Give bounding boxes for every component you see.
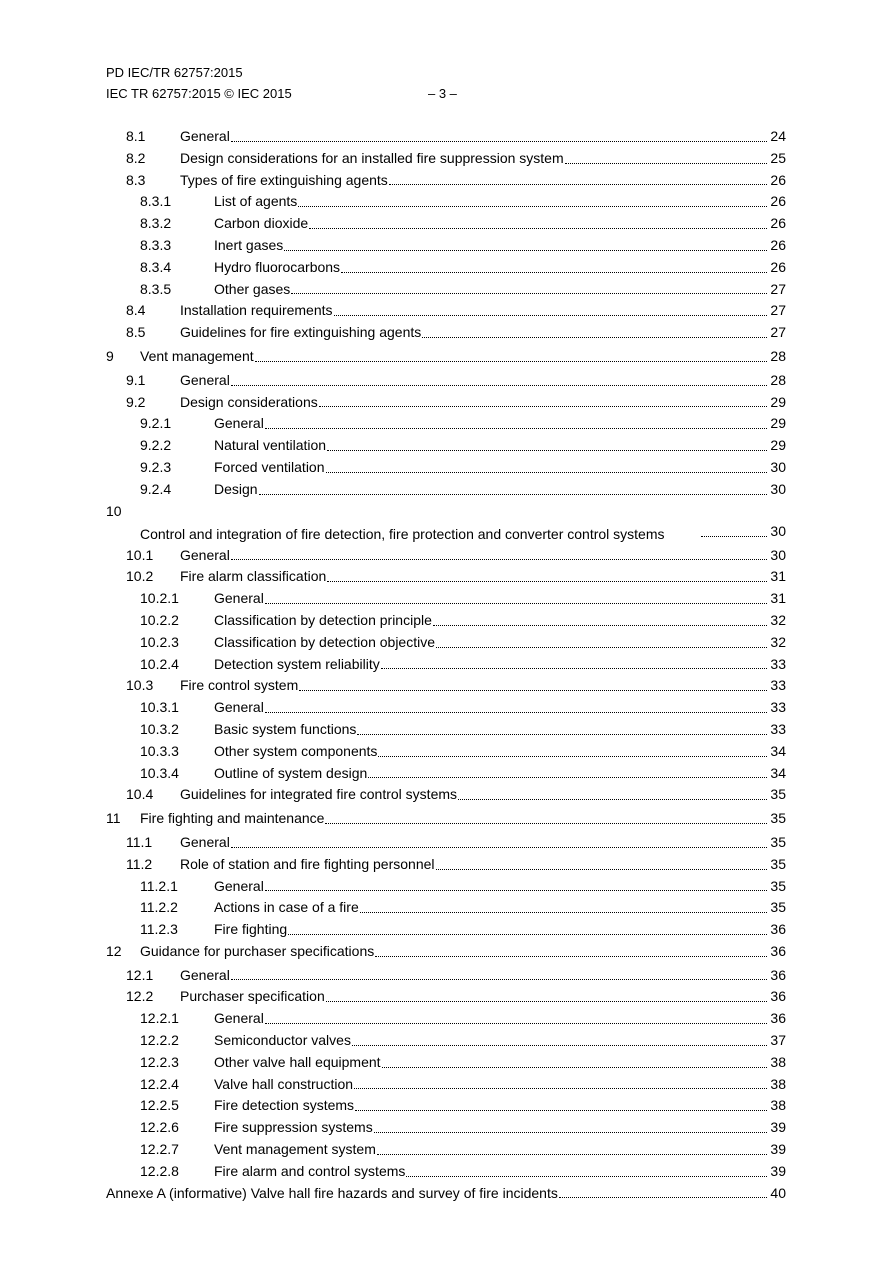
toc-entry[interactable] <box>106 457 786 479</box>
toc-dot-leader <box>288 934 767 935</box>
toc-entry[interactable] <box>106 675 786 697</box>
toc-dot-leader <box>319 406 767 407</box>
toc-dot-leader <box>265 1023 767 1024</box>
toc-entry-page: 36 <box>770 942 786 959</box>
toc-entry-title: General <box>214 588 265 610</box>
toc-entry[interactable] <box>106 854 786 876</box>
toc-entry-number: 9.2.4 <box>140 480 172 497</box>
toc-dot-leader <box>298 206 767 207</box>
toc-entry-number: 10 <box>106 502 122 519</box>
toc-entry-title: General <box>180 370 231 392</box>
toc-dot-leader <box>436 647 767 648</box>
toc-entry-title: Outline of system design <box>214 763 368 785</box>
toc-entry-number: 12.2.7 <box>140 1141 179 1158</box>
toc-dot-leader <box>368 777 767 778</box>
toc-dot-leader <box>326 472 767 473</box>
toc-entry-title: Control and integration of fire detection, fire protection and converter control systems <box>140 523 701 543</box>
toc-entry-number: 9 <box>106 347 114 364</box>
toc-entry[interactable] <box>106 322 786 344</box>
toc-entry-title: Inert gases <box>214 235 284 257</box>
toc-entry-title: General <box>214 876 265 898</box>
toc-entry-title: Natural ventilation <box>214 435 327 457</box>
toc-entry-number: 8.3.1 <box>140 193 172 210</box>
toc-entry-page: 24 <box>770 128 786 144</box>
toc-entry[interactable] <box>106 697 786 719</box>
toc-entry-page: 38 <box>770 1097 786 1114</box>
toc-entry[interactable] <box>106 808 786 830</box>
toc-dot-leader <box>259 494 767 495</box>
toc-dot-leader <box>357 734 767 735</box>
toc-dot-leader <box>265 890 767 891</box>
toc-dot-leader <box>406 1176 767 1177</box>
toc-entry-page: 35 <box>770 899 786 916</box>
toc-dot-leader <box>265 603 767 604</box>
header-line-2 <box>106 83 457 104</box>
toc-entry-page: 30 <box>770 522 786 539</box>
toc-entry-title: Hydro fluorocarbons <box>214 257 341 279</box>
toc-dot-leader <box>355 1110 767 1111</box>
toc-entry[interactable] <box>106 965 786 987</box>
toc-dot-leader <box>231 847 767 848</box>
toc-entry-number: 11.1 <box>126 833 153 850</box>
copyright-line: IEC TR 62757:2015 © IEC 2015 <box>106 86 292 101</box>
toc-entry-number: 12.1 <box>126 966 154 983</box>
toc-entry-title: Fire detection systems <box>214 1095 355 1117</box>
toc-entry-page: 27 <box>770 324 786 341</box>
toc-entry[interactable] <box>106 1074 786 1096</box>
toc-entry-number: 12 <box>106 942 122 959</box>
toc-entry[interactable] <box>106 148 786 170</box>
toc-entry[interactable] <box>106 832 786 854</box>
toc-entry-page: 35 <box>770 786 786 803</box>
toc-entry-title: Classification by detection objective <box>214 632 436 654</box>
toc-dot-leader <box>265 712 767 713</box>
toc-entry-title: Fire alarm classification <box>180 566 327 588</box>
toc-entry[interactable] <box>106 1139 786 1161</box>
toc-entry[interactable] <box>106 876 786 898</box>
toc-dot-leader <box>389 184 767 185</box>
toc-entry-title: Fire control system <box>180 675 299 697</box>
toc-entry-number: 12.2.6 <box>140 1119 179 1136</box>
toc-entry-title: Vent management system <box>214 1139 377 1161</box>
toc-entry[interactable] <box>106 300 786 322</box>
toc-entry-title: Classification by detection principle <box>214 610 433 632</box>
toc-dot-leader <box>327 450 767 451</box>
toc-entry-title: Valve hall construction <box>214 1074 354 1096</box>
toc-entry[interactable] <box>106 191 786 213</box>
toc-dot-leader <box>325 823 767 824</box>
toc-entry-page: 35 <box>770 810 786 827</box>
toc-entry-number: 8.3.5 <box>140 280 172 297</box>
toc-entry-number: 12.2.2 <box>140 1032 179 1049</box>
toc-entry-title: Guidelines for integrated fire control systems <box>180 784 458 806</box>
toc-entry-page: 30 <box>770 458 786 475</box>
toc-dot-leader <box>701 536 767 537</box>
toc-dot-leader <box>377 1154 767 1155</box>
toc-entry-title: Fire fighting <box>214 919 288 941</box>
toc-entry-number: 8.3.3 <box>140 236 172 253</box>
toc-entry-number: 10.2 <box>126 568 154 585</box>
toc-entry-number: 8.1 <box>126 128 146 144</box>
toc-entry-page: 36 <box>770 1010 786 1027</box>
toc-entry-page: 39 <box>770 1119 786 1136</box>
toc-entry-number: 8.3.2 <box>140 215 172 232</box>
toc-entry-title: Guidance for purchaser specifications <box>140 941 375 963</box>
toc-dot-leader <box>378 756 767 757</box>
toc-entry-title: Basic system functions <box>214 719 357 741</box>
toc-entry[interactable] <box>106 610 786 632</box>
toc-entry-title: General <box>214 413 265 435</box>
toc-entry-page: 30 <box>770 480 786 497</box>
toc-entry-number: 8.5 <box>126 324 146 341</box>
toc-entry-title: General <box>180 126 231 148</box>
toc-dot-leader <box>284 250 767 251</box>
toc-entry[interactable] <box>106 941 786 963</box>
toc-entry-page: 31 <box>770 568 786 585</box>
toc-dot-leader <box>341 272 767 273</box>
toc-entry-page: 38 <box>770 1053 786 1070</box>
toc-entry-title: Design considerations for an installed fire suppression system <box>180 148 565 170</box>
toc-entry-title: General <box>180 545 231 567</box>
toc-entry[interactable] <box>106 170 786 192</box>
toc-entry-number: 11.2.3 <box>140 921 178 938</box>
toc-dot-leader <box>352 1045 767 1046</box>
toc-entry-page: 36 <box>770 966 786 983</box>
toc-entry-title: General <box>180 965 231 987</box>
toc-entry-number: 12.2 <box>126 988 154 1005</box>
toc-entry-title: General <box>214 1008 265 1030</box>
toc-entry-page: 29 <box>770 437 786 454</box>
toc-entry-title: Other system components <box>214 741 378 763</box>
toc-entry[interactable] <box>106 126 786 148</box>
toc-entry[interactable] <box>106 784 786 806</box>
toc-entry-page: 40 <box>770 1184 786 1201</box>
toc-entry[interactable] <box>106 1161 786 1183</box>
toc-entry-page: 35 <box>770 855 786 872</box>
toc-entry-title: Vent management <box>140 346 255 368</box>
toc-entry-title: Purchaser specification <box>180 986 326 1008</box>
toc-dot-leader <box>327 581 767 582</box>
toc-entry[interactable] <box>106 435 786 457</box>
toc-entry-page: 27 <box>770 302 786 319</box>
page-number: – 3 – <box>428 86 457 101</box>
toc-entry-number: 9.2 <box>126 393 146 410</box>
toc-dot-leader <box>381 668 767 669</box>
table-of-contents <box>106 126 786 1204</box>
toc-entry[interactable] <box>106 257 786 279</box>
toc-entry-number: 8.4 <box>126 302 146 319</box>
toc-entry-number: 10.3.3 <box>140 742 179 759</box>
toc-entry-page: 30 <box>770 546 786 563</box>
toc-entry[interactable] <box>106 1183 786 1205</box>
toc-entry-number: 10.2.2 <box>140 611 179 628</box>
toc-entry[interactable] <box>106 986 786 1008</box>
toc-entry-title: General <box>180 832 231 854</box>
toc-entry-page: 33 <box>770 699 786 716</box>
toc-entry-number: 8.3.4 <box>140 258 172 275</box>
page-header <box>106 62 457 104</box>
toc-entry-number: 9.2.3 <box>140 458 172 475</box>
toc-entry[interactable] <box>106 763 786 785</box>
toc-entry-page: 32 <box>770 611 786 628</box>
toc-entry-number: 12.2.5 <box>140 1097 179 1114</box>
toc-entry[interactable] <box>106 501 786 543</box>
toc-entry-page: 36 <box>770 988 786 1005</box>
toc-entry-title: Other valve hall equipment <box>214 1052 382 1074</box>
toc-entry-number: 10.2.3 <box>140 633 179 650</box>
toc-entry-title: Fire suppression systems <box>214 1117 374 1139</box>
toc-entry[interactable] <box>106 279 786 301</box>
toc-entry[interactable] <box>106 413 786 435</box>
toc-dot-leader <box>354 1088 767 1089</box>
toc-entry-number: 10.2.4 <box>140 655 179 672</box>
toc-entry-number: 11.2 <box>126 855 153 872</box>
toc-entry-page: 35 <box>770 877 786 894</box>
toc-entry-page: 26 <box>770 171 786 188</box>
toc-entry-page: 31 <box>770 590 786 607</box>
toc-entry-page: 32 <box>770 633 786 650</box>
toc-dot-leader <box>255 361 767 362</box>
toc-entry[interactable] <box>106 654 786 676</box>
toc-entry-title: Annexe A (informative) Valve hall fire hazards and survey of fire incidents <box>106 1183 559 1205</box>
toc-entry[interactable] <box>106 1095 786 1117</box>
toc-dot-leader <box>422 337 767 338</box>
toc-entry-page: 39 <box>770 1141 786 1158</box>
toc-entry-page: 26 <box>770 193 786 210</box>
toc-dot-leader <box>231 979 767 980</box>
toc-entry[interactable] <box>106 897 786 919</box>
toc-entry[interactable] <box>106 235 786 257</box>
toc-dot-leader <box>360 912 767 913</box>
toc-entry-title: Actions in case of a fire <box>214 897 360 919</box>
toc-entry-number: 12.2.3 <box>140 1053 179 1070</box>
toc-entry-title: Semiconductor valves <box>214 1030 352 1052</box>
toc-entry-number: 10.3 <box>126 677 154 694</box>
toc-entry[interactable] <box>106 479 786 501</box>
toc-dot-leader <box>299 690 767 691</box>
toc-entry[interactable] <box>106 1052 786 1074</box>
toc-entry[interactable] <box>106 719 786 741</box>
toc-entry-page: 28 <box>770 371 786 388</box>
toc-entry-page: 27 <box>770 280 786 297</box>
toc-entry-page: 29 <box>770 415 786 432</box>
toc-entry-number: 10.1 <box>126 546 154 563</box>
toc-entry-title: Forced ventilation <box>214 457 326 479</box>
toc-dot-leader <box>231 385 767 386</box>
toc-dot-leader <box>433 625 767 626</box>
toc-dot-leader <box>265 428 767 429</box>
toc-entry-page: 34 <box>770 742 786 759</box>
toc-entry-page: 28 <box>770 347 786 364</box>
toc-entry[interactable] <box>106 1117 786 1139</box>
toc-dot-leader <box>231 141 767 142</box>
toc-entry[interactable] <box>106 919 786 941</box>
toc-entry-number: 12.2.4 <box>140 1075 179 1092</box>
toc-dot-leader <box>326 1001 767 1002</box>
toc-entry-page: 35 <box>770 833 786 850</box>
toc-entry-number: 10.3.2 <box>140 720 179 737</box>
toc-entry-number: 10.3.1 <box>140 699 179 716</box>
toc-dot-leader <box>375 956 767 957</box>
toc-entry-page: 39 <box>770 1162 786 1179</box>
toc-entry-page: 33 <box>770 655 786 672</box>
toc-entry-page: 26 <box>770 258 786 275</box>
toc-entry-title: Role of station and fire fighting personnel <box>180 854 436 876</box>
toc-dot-leader <box>382 1067 767 1068</box>
toc-entry-page: 37 <box>770 1032 786 1049</box>
toc-dot-leader <box>458 799 767 800</box>
toc-entry[interactable] <box>106 392 786 414</box>
toc-entry-title: Guidelines for fire extinguishing agents <box>180 322 422 344</box>
toc-dot-leader <box>565 163 767 164</box>
toc-entry-page: 25 <box>770 149 786 166</box>
toc-entry-title: Fire fighting and maintenance <box>140 808 325 830</box>
toc-entry-title: Design considerations <box>180 392 319 414</box>
toc-entry-page: 38 <box>770 1075 786 1092</box>
toc-entry-number: 10.3.4 <box>140 764 179 781</box>
toc-entry-number: 10.2.1 <box>140 590 179 607</box>
toc-entry-number: 12.2.1 <box>140 1010 179 1027</box>
toc-entry-page: 26 <box>770 215 786 232</box>
toc-entry[interactable] <box>106 632 786 654</box>
toc-entry-title: Carbon dioxide <box>214 213 309 235</box>
toc-entry-number: 9.2.1 <box>140 415 172 432</box>
toc-entry-number: 10.4 <box>126 786 154 803</box>
toc-entry-number: 11 <box>106 810 121 827</box>
toc-entry-number: 11.2.2 <box>140 899 178 916</box>
toc-dot-leader <box>374 1132 767 1133</box>
toc-entry-title: General <box>214 697 265 719</box>
toc-entry[interactable] <box>106 1008 786 1030</box>
toc-dot-leader <box>231 559 767 560</box>
toc-entry[interactable] <box>106 566 786 588</box>
toc-entry[interactable] <box>106 588 786 610</box>
toc-entry[interactable] <box>106 370 786 392</box>
toc-dot-leader <box>436 869 768 870</box>
toc-entry-page: 29 <box>770 393 786 410</box>
toc-entry-title: Other gases <box>214 279 291 301</box>
document-id: PD IEC/TR 62757:2015 <box>106 65 243 80</box>
toc-dot-leader <box>559 1197 767 1198</box>
toc-entry-page: 34 <box>770 764 786 781</box>
toc-entry[interactable] <box>106 1030 786 1052</box>
toc-entry[interactable] <box>106 346 786 368</box>
toc-entry[interactable] <box>106 741 786 763</box>
toc-entry-title: Installation requirements <box>180 300 334 322</box>
toc-entry-title: Detection system reliability <box>214 654 381 676</box>
toc-dot-leader <box>334 315 767 316</box>
toc-entry-number: 8.3 <box>126 171 146 188</box>
toc-entry-title: Design <box>214 479 259 501</box>
toc-entry-title: Fire alarm and control systems <box>214 1161 406 1183</box>
toc-entry-number: 9.2.2 <box>140 437 172 454</box>
toc-dot-leader <box>309 228 767 229</box>
toc-entry-page: 36 <box>770 921 786 938</box>
toc-entry[interactable] <box>106 213 786 235</box>
toc-entry-title: Types of fire extinguishing agents <box>180 170 389 192</box>
toc-entry-number: 9.1 <box>126 371 146 388</box>
toc-dot-leader <box>291 293 767 294</box>
toc-entry-number: 8.2 <box>126 149 146 166</box>
toc-entry-page: 33 <box>770 677 786 694</box>
toc-entry-number: 12.2.8 <box>140 1162 179 1179</box>
toc-entry-page: 26 <box>770 236 786 253</box>
toc-entry-page: 33 <box>770 720 786 737</box>
toc-entry-title: List of agents <box>214 191 298 213</box>
toc-entry-number: 11.2.1 <box>140 877 178 894</box>
toc-entry[interactable] <box>106 545 786 567</box>
